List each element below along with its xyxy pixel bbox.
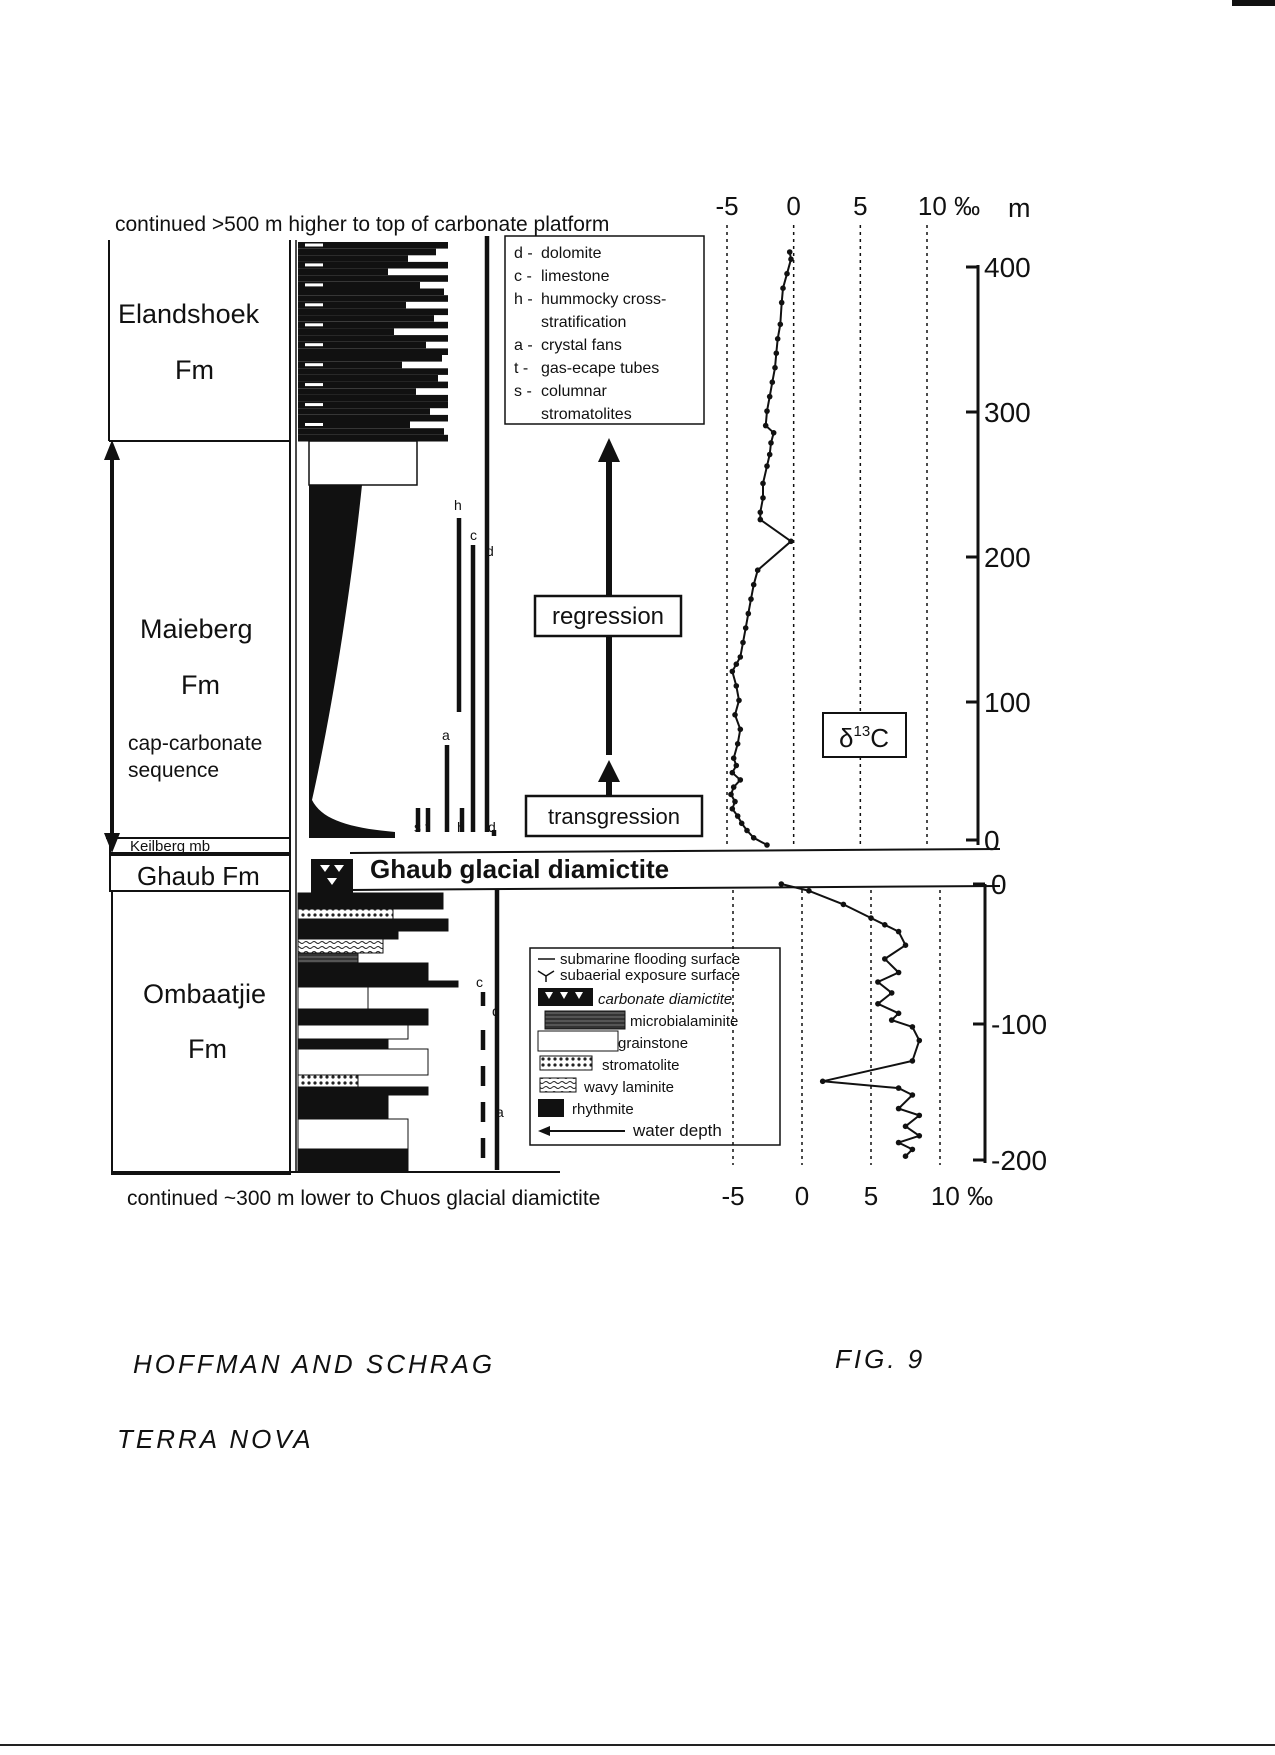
- d13c-data-point: [734, 683, 740, 689]
- d13c-data-point: [760, 495, 766, 501]
- bar-letter-h-lower: h: [457, 819, 465, 835]
- feature-legend-label: columnar: [541, 383, 607, 400]
- grainstone-swatch: [538, 1031, 618, 1051]
- feature-legend-code: t -: [514, 360, 529, 377]
- d13c-data-point: [784, 271, 790, 277]
- d13c-data-point: [820, 1079, 826, 1085]
- feature-legend-label-cont: stromatolites: [541, 406, 632, 423]
- ombaatjie-bed: [298, 939, 383, 953]
- stromatolite-swatch: [540, 1056, 592, 1070]
- d13c-data-point: [764, 408, 770, 414]
- depth-tick-label: 100: [984, 687, 1031, 718]
- elandshoek-bed: [298, 335, 448, 342]
- bed-highlight: [305, 383, 323, 386]
- d13c-data-point: [779, 300, 785, 306]
- legend-flooding-surface: [538, 951, 740, 968]
- d13c-data-point: [744, 828, 750, 834]
- d13c-data-point: [896, 1011, 902, 1017]
- d13c-data-point: [917, 1113, 923, 1119]
- bar-letter-d-lower: d: [488, 819, 496, 835]
- feature-legend-label: dolomite: [541, 245, 602, 262]
- elandshoek-bed: [298, 368, 448, 375]
- bar-letter-c-ombaatjie: c: [476, 974, 483, 990]
- d13c-data-point: [735, 813, 741, 819]
- depth-tick-label: 0: [984, 825, 1000, 856]
- elandshoek-bed: [298, 315, 434, 322]
- ghaub-diamictite-label: Ghaub glacial diamictite: [370, 854, 670, 884]
- depth-tick-label: 400: [984, 252, 1031, 283]
- ombaatjie-bed: [298, 919, 448, 931]
- ombaatjie-bed: [298, 893, 443, 909]
- d13c-data-point: [875, 979, 881, 985]
- x-tick-label: -5: [721, 1181, 745, 1211]
- feature-legend-label-cont: stratification: [541, 314, 627, 331]
- d13c-data-point: [767, 452, 773, 458]
- d13c-data-point: [768, 440, 774, 446]
- depth-tick-label: 200: [984, 542, 1031, 573]
- bar-letter-s: s: [414, 819, 421, 835]
- sequence-label: sequence: [128, 759, 220, 782]
- ombaatjie-bed: [298, 1095, 388, 1119]
- ombaatjie-label: Ombaatjie: [143, 979, 267, 1009]
- transgression-label: transgression: [547, 804, 681, 829]
- d13c-data-point: [758, 510, 764, 516]
- d13c-data-point: [755, 567, 761, 573]
- ombaatjie-bed: [298, 1075, 358, 1087]
- ombaatjie-bed: [298, 909, 393, 919]
- feature-legend-code: h -: [514, 291, 533, 308]
- feature-legend-label: gas-ecape tubes: [541, 360, 660, 377]
- d13c-data-point: [740, 640, 746, 646]
- maieberg-fm-label: Fm: [181, 670, 220, 700]
- ombaatjie-fm-label: Fm: [188, 1034, 227, 1064]
- ombaatjie-bed: [298, 1009, 428, 1025]
- d13c-data-point: [764, 842, 770, 848]
- legend-label: grainstone: [618, 1035, 689, 1052]
- elandshoek-log: [298, 242, 448, 441]
- grainstone-bed: [309, 441, 417, 485]
- d13c-data-point: [738, 777, 744, 783]
- wavy-laminite-swatch: [540, 1078, 576, 1092]
- d13c-data-point: [728, 792, 734, 798]
- d13c-data-point: [903, 1153, 909, 1159]
- d13c-data-point: [882, 922, 888, 928]
- d13c-data-point: [903, 942, 909, 948]
- legend-label: stromatolite: [602, 1057, 680, 1074]
- ombaatjie-bed: [298, 931, 398, 939]
- d13c-data-point: [889, 1017, 895, 1023]
- d13c-data-point: [734, 661, 740, 667]
- bed-highlight: [305, 403, 323, 406]
- elandshoek-bed: [298, 348, 448, 355]
- elandshoek-bed: [298, 275, 448, 282]
- elandshoek-bed: [298, 269, 388, 276]
- handwritten-figure: FIG. 9: [835, 1344, 926, 1374]
- d13c-data-point: [896, 929, 902, 935]
- d13c-data-point: [770, 379, 776, 385]
- bar-letter-d-upper: d: [486, 543, 494, 559]
- d13c-data-point: [767, 394, 773, 400]
- d13c-data-point: [738, 727, 744, 733]
- d13c-data-point: [764, 463, 770, 469]
- legend-grainstone: [538, 1031, 688, 1052]
- elandshoek-bed: [298, 309, 448, 316]
- d13c-data-point: [736, 698, 742, 704]
- d13c-data-point: [896, 1140, 902, 1146]
- ombaatjie-bed: [298, 963, 428, 981]
- ombaatjie-bed: [298, 1119, 408, 1149]
- bed-highlight: [305, 244, 323, 247]
- bed-highlight: [305, 283, 323, 286]
- legend-label: water depth: [633, 1121, 722, 1140]
- d13c-data-point: [896, 1106, 902, 1112]
- d13c-data-point: [780, 285, 786, 291]
- elandshoek-bed: [298, 328, 394, 335]
- legend-label: wavy laminite: [584, 1079, 675, 1096]
- d13c-data-point: [917, 1038, 923, 1044]
- elandshoek-bed: [298, 249, 436, 256]
- d13c-data-point: [787, 249, 793, 255]
- d13c-data-point: [896, 1085, 902, 1091]
- bed-highlight: [305, 343, 323, 346]
- elandshoek-bed: [298, 289, 444, 296]
- legend-exposure-surface: [538, 967, 740, 984]
- elandshoek-bed: [298, 295, 448, 302]
- d13c-data-point: [730, 770, 736, 776]
- feature-legend-code: s -: [514, 383, 532, 400]
- bottom-continuation-note: continued ~300 m lower to Chuos glacial diamictite: [127, 1187, 601, 1210]
- x-tick-label: -5: [715, 191, 739, 221]
- bed-highlight: [305, 263, 323, 266]
- d13c-data-point: [772, 365, 778, 371]
- elandshoek-bed: [298, 395, 448, 402]
- elandshoek-bed: [298, 408, 430, 415]
- elandshoek-bed: [298, 355, 442, 362]
- ombaatjie-bed: [298, 1087, 428, 1095]
- ombaatjie-bed: [298, 987, 368, 1009]
- feature-legend-label: limestone: [541, 268, 610, 285]
- d13c-data-point: [734, 763, 740, 769]
- d13c-data-point: [910, 1024, 916, 1030]
- d13c-delta: δ: [839, 723, 854, 753]
- d13c-data-point: [763, 423, 769, 429]
- cap-sequence-arrow: [104, 440, 120, 853]
- ombaatjie-bed: [298, 953, 358, 963]
- d13c-data-point: [739, 821, 745, 827]
- legend-label: carbonate diamictite: [598, 991, 733, 1008]
- handwritten-authors: HOFFMAN AND SCHRAG: [133, 1349, 496, 1379]
- ombaatjie-bed: [298, 1039, 388, 1049]
- elandshoek-label: Elandshoek: [118, 299, 260, 329]
- feature-legend: [505, 236, 704, 424]
- d13c-data-point: [779, 881, 785, 887]
- keilberg-label: Keilberg mb: [130, 838, 211, 855]
- carbonate-diamictite-swatch: [538, 988, 593, 1006]
- depth-tick-label: 300: [984, 397, 1031, 428]
- legend-label: submarine flooding surface: [560, 951, 741, 968]
- depth-tick-label: -100: [991, 1009, 1048, 1040]
- x-tick-label: 0: [786, 191, 801, 221]
- legend-label: rhythmite: [572, 1101, 634, 1118]
- d13c-data-point: [731, 784, 737, 790]
- d13c-data-point: [910, 1092, 916, 1098]
- d13c-superscript: 13: [853, 723, 871, 740]
- ombaatjie-bed: [298, 1149, 408, 1171]
- ghaub-diamictite-bed: [311, 859, 353, 895]
- d13c-data-point: [806, 888, 812, 894]
- bar-letter-h-upper: h: [454, 497, 462, 513]
- d13c-data-point: [896, 970, 902, 976]
- top-continuation-note: continued >500 m higher to top of carbonate platform: [115, 213, 610, 236]
- elandshoek-bed: [298, 428, 444, 435]
- bar-letter-a-ombaatjie: a: [496, 1104, 504, 1120]
- ombaatjie-bed: [298, 1049, 428, 1075]
- d13c-data-point: [758, 517, 764, 523]
- maieberg-label: Maieberg: [140, 614, 253, 644]
- stratigraphic-log: [298, 242, 458, 1171]
- d13c-data-point: [760, 481, 766, 487]
- d13c-data-point: [868, 915, 874, 921]
- d13c-data-point: [771, 430, 777, 436]
- d13c-data-point: [738, 654, 744, 660]
- rhythmite-swatch: [538, 1099, 564, 1117]
- bar-letter-t: t: [425, 819, 429, 835]
- page-corner-mark: [1232, 0, 1275, 6]
- d13c-data-point: [903, 1124, 909, 1130]
- x-tick-label: 5: [863, 1181, 879, 1211]
- elandshoek-bed: [298, 375, 438, 382]
- d13c-data-point: [788, 539, 794, 545]
- d13c-data-point: [748, 596, 754, 602]
- legend-carbonate-diamictite: [538, 988, 732, 1008]
- x-tick-label: 0: [794, 1181, 810, 1211]
- depth-axis-unit: m: [1008, 193, 1031, 223]
- ombaatjie-log: [298, 893, 458, 1171]
- d13c-data-point: [732, 712, 738, 718]
- legend-rhythmite: [538, 1099, 634, 1118]
- depth-tick-label: -200: [991, 1145, 1048, 1176]
- elandshoek-bed: [298, 388, 416, 395]
- d13c-data-point: [875, 1001, 881, 1007]
- d13c-data-point: [882, 956, 888, 962]
- d13c-data-point: [751, 835, 757, 841]
- bar-letter-a-upper: a: [442, 727, 450, 743]
- maieberg-water-depth-wedge: [309, 485, 395, 838]
- d13c-data-point: [743, 625, 749, 631]
- bar-letter-d-ombaatjie: d: [492, 1003, 500, 1019]
- d13c-data-point: [775, 336, 781, 342]
- handwritten-journal: TERRA NOVA: [117, 1424, 314, 1454]
- d13c-data-point: [910, 1147, 916, 1153]
- feature-legend-code: d -: [514, 245, 533, 262]
- d13c-data-point: [730, 669, 736, 675]
- ghaub-label: Ghaub Fm: [137, 861, 260, 891]
- bed-highlight: [305, 363, 323, 366]
- d13c-data-point: [735, 741, 741, 747]
- d13c-data-point: [746, 611, 752, 617]
- x-tick-label: 5: [853, 191, 868, 221]
- bed-highlight: [305, 423, 323, 426]
- legend-label: subaerial exposure surface: [560, 967, 741, 984]
- feature-legend-code: a -: [514, 337, 533, 354]
- d13c-data-point: [841, 902, 847, 908]
- d13c-data-point: [730, 806, 736, 812]
- bar-letter-c-upper: c: [470, 527, 477, 543]
- depth-tick-label: 0: [991, 869, 1007, 900]
- d13c-data-point: [910, 1058, 916, 1064]
- d13c-c: C: [870, 723, 889, 753]
- regression-label: regression: [551, 603, 665, 630]
- d13c-data-point: [917, 1133, 923, 1139]
- d13c-data-point: [732, 799, 738, 805]
- legend-microbialaminite: [545, 1011, 738, 1030]
- elandshoek-fm-label: Fm: [175, 355, 214, 385]
- ombaatjie-bed: [298, 1025, 408, 1039]
- d13c-data-point: [774, 350, 780, 356]
- feature-legend-code: c -: [514, 268, 532, 285]
- d13c-data-point: [889, 990, 895, 996]
- bed-highlight: [305, 323, 323, 326]
- bed-highlight: [305, 303, 323, 306]
- elandshoek-bed: [298, 415, 448, 422]
- microbialaminite-swatch: [545, 1011, 625, 1029]
- d13c-series-line: [731, 252, 791, 845]
- feature-legend-label: crystal fans: [541, 337, 622, 354]
- feature-legend-label: hummocky cross-: [541, 291, 667, 308]
- d13c-data-point: [731, 755, 737, 761]
- legend-label: microbialaminite: [630, 1013, 739, 1030]
- x-tick-label: 10 ‰: [917, 191, 981, 221]
- elandshoek-bed: [298, 255, 408, 262]
- lithology-legend: [530, 948, 780, 1145]
- ombaatjie-bed: [298, 981, 458, 987]
- d13c-data-point: [778, 322, 784, 328]
- d13c-data-point: [751, 582, 757, 588]
- cap-carbonate-label: cap-carbonate: [128, 732, 263, 755]
- d13c-data-point: [788, 256, 794, 262]
- x-tick-label: 10 ‰: [930, 1181, 994, 1211]
